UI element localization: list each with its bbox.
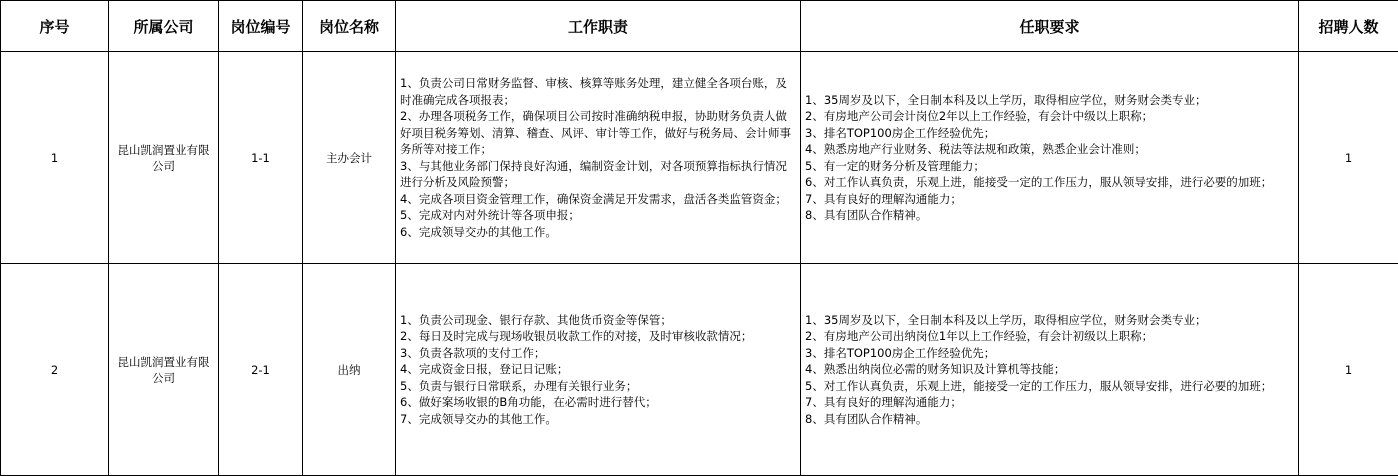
cell-duties (396, 264, 801, 476)
duty-line: 4、完成各项目资金管理工作，确保资金满足开发需求，盘活各类监管资金； (400, 191, 787, 206)
table-row (1, 52, 1398, 264)
duty-line: 4、完成资金日报，登记日记账； (400, 362, 569, 377)
requirement-line: 1、35周岁及以下，全日制本科及以上学历，取得相应学位，财务财会类专业； (805, 312, 1207, 327)
requirement-line: 3、排名TOP100房企工作经验优先； (805, 345, 996, 360)
duty-line: 2、每日及时完成与现场收银员收款工作的对接，及时审核收款情况； (400, 329, 753, 344)
cell-post-name: 主办会计 (303, 52, 396, 264)
requirement-line: 4、熟悉出纳岗位必需的财务知识及计算机等技能； (805, 362, 1066, 377)
requirement-line: 6、对工作认真负责，乐观上进，能接受一定的工作压力，服从领导安排，进行必要的加班； (805, 175, 1273, 189)
requirement-line: 2、有房地产公司会计岗位2年以上工作经验，有会计中级以上职称； (805, 109, 1154, 123)
requirement-line: 8、具有团队合作精神。 (805, 411, 928, 426)
header-headcount: 招聘人数 (1299, 1, 1398, 52)
header-company: 所属公司 (109, 1, 219, 52)
cell-post-code: 2-1 (219, 264, 303, 476)
cell-company: 昆山凯润置业有限公司 (109, 264, 219, 476)
cell-headcount: 1 (1299, 264, 1398, 476)
requirement-line: 2、有房地产公司出纳岗位1年以上工作经验，有会计初级以上职称； (805, 329, 1154, 344)
header-post-code: 岗位编号 (219, 1, 303, 52)
header-seq: 序号 (1, 1, 109, 52)
cell-seq: 1 (1, 52, 109, 264)
requirement-line: 5、对工作认真负责，乐观上进，能接受一定的工作压力，服从领导安排，进行必要的加班； (805, 378, 1273, 393)
cell-seq: 2 (1, 264, 109, 476)
cell-post-name: 出纳 (303, 264, 396, 476)
cell-requirements (801, 52, 1299, 264)
requirement-line: 4、熟悉房地产行业财务、税法等法规和政策，熟悉企业会计准则； (805, 142, 1146, 156)
header-row (1, 1, 1398, 52)
cell-company: 昆山凯润置业有限公司 (109, 52, 219, 264)
duty-line: 3、与其他业务部门保持良好沟通，编制资金计划，对各项预算指标执行情况进行分析及风险预警； (400, 158, 787, 189)
requirement-line: 1、35周岁及以下，全日制本科及以上学历，取得相应学位，财务财会类专业； (805, 92, 1207, 107)
duty-line: 3、负责各款项的支付工作； (400, 345, 546, 360)
header-duties: 工作职责 (396, 1, 801, 52)
header-requirements: 任职要求 (801, 1, 1299, 52)
requirement-line: 7、具有良好的理解沟通能力； (805, 191, 962, 206)
cell-headcount: 1 (1299, 52, 1398, 264)
requirement-line: 7、具有良好的理解沟通能力； (805, 395, 962, 410)
cell-requirements (801, 264, 1299, 476)
duty-line: 1、负责公司日常财务监督、审核、核算等账务处理，建立健全各项台账，及时准确完成各项报表； (400, 76, 787, 107)
cell-duties (396, 52, 801, 264)
requirement-line: 5、有一定的财务分析及管理能力； (805, 158, 985, 173)
duty-line: 6、完成领导交办的其他工作。 (400, 224, 557, 239)
requirement-line: 3、排名TOP100房企工作经验优先； (805, 125, 996, 140)
duty-line: 5、完成对内对外统计等各项申报； (400, 208, 580, 222)
duty-line: 5、负责与银行日常联系，办理有关银行业务； (400, 378, 638, 393)
cell-post-code: 1-1 (219, 52, 303, 264)
duty-line: 6、做好案场收银的B角功能，在必需时进行替代； (400, 395, 657, 410)
header-post-name: 岗位名称 (303, 1, 396, 52)
duty-line: 7、完成领导交办的其他工作。 (400, 411, 557, 426)
table-row (1, 264, 1398, 476)
duty-line: 1、负责公司现金、银行存款、其他货币资金等保管； (400, 312, 672, 327)
requirement-line: 8、具有团队合作精神。 (805, 208, 928, 222)
duty-line: 2、办理各项税务工作，确保项目公司按时准确纳税申报，协助财务负责人做好项目税务筹划、清算、稽查、风评、审计等工作，做好与税务局、会计师事务所等对接工作； (400, 109, 791, 156)
